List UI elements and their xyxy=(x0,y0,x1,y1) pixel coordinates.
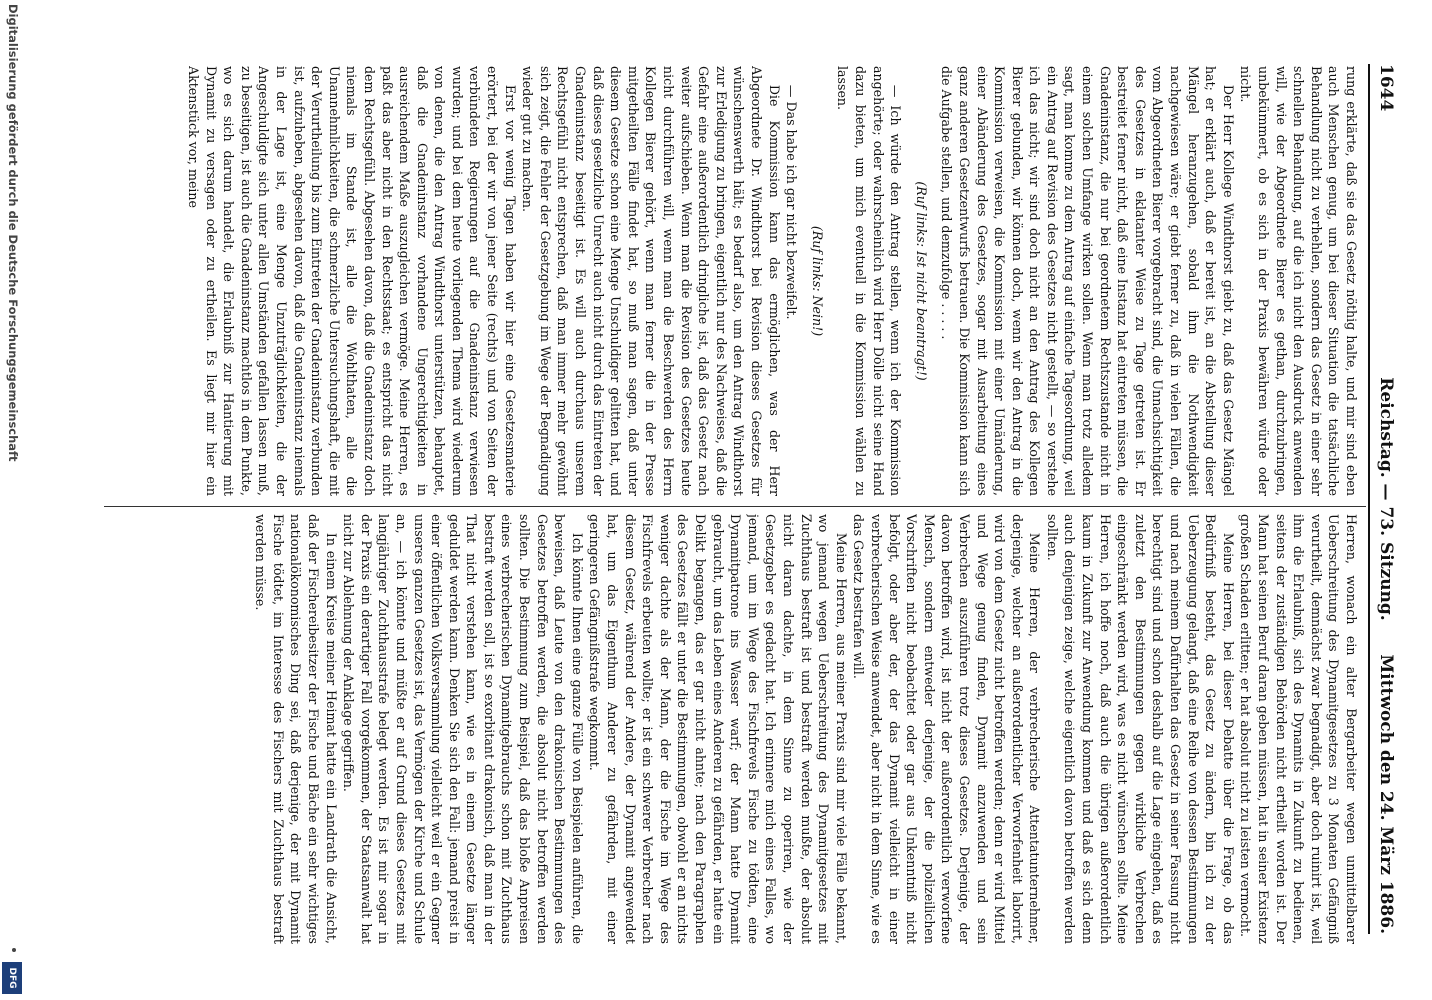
issue-date: Mittwoch den 24. März 1886. xyxy=(1376,654,1396,934)
paragraph: — Ich würde den Antrag stellen, wenn ich der Kommission angehörte; oder wahrscheinlich wird Herr Dölle nicht seine Hand dazu bieten, um mich eventuell in die Kommission wählen zu lassen. xyxy=(835,66,904,496)
page-number: 1644 xyxy=(1376,64,1396,112)
left-column xyxy=(110,66,1360,496)
running-head xyxy=(1372,64,1396,934)
interjection: (Ruf links: Ist nicht beantragt!) xyxy=(913,181,929,381)
funding-attribution: Digitalisierung gefördert durch die Deutsche Forschungsgemeinschaft xyxy=(6,4,20,462)
column-divider xyxy=(104,506,1366,507)
separator-dot xyxy=(12,948,16,952)
paragraph: Meine Herren, aus meiner Praxis sind mir viele Fälle bekannt, wo jemand wegen Ueberschreitung des Dynamitgesetzes mit Zuchthaus bestraft ist und bestraft werden mußte, der absolut nicht daran dachte, in dem Sinne zu operiren, wie der Gesetzgeber es gedacht hat. Ich erinnere mich eines Falles, wo jemand, um im Wege des Fischfrevels Fische zu tödten, eine Dynamitpatrone ins Wasser warf; der Mann hatte Dynamit gebraucht, um das Leben eines Anderen zu gefährden, er hatte ein Delikt begangen, das er gar nicht ahnte; nach den Paragraphen des Gesetzes fällt er unter die Bestimmungen, obwohl er an nichts weniger dachte als der Mann, der die Fische im Wege des Fischfrevels erbeuten wollte; er ist ein schwerer Verbrecher nach diesem Gesetz, während der Andere, der Dynamit angewendet hat, um das Eigenthum Anderer zu gefährden, mit einer geringeren Gefängnißstrafe wegkommt. xyxy=(587,514,849,944)
paragraph: rung erklärte, daß sie das Gesetz nöthig halte, und mir sind eben auch Menschen genug, um bei dieser Situation die tatsächliche Behandlung nicht zu verhehlen, sondern das Gesetz in einer sehr schnellen Behandlung, auf die ich nicht den Ausdruck anwenden will, wie der Abgeordnete Bierer es gethan, durchzubringen, unbekümmert, ob es sich in der Praxis bewähren würde oder nicht. xyxy=(1238,66,1359,496)
digitization-footer xyxy=(2,0,22,1000)
paragraph: Erst vor wenig Tagen haben wir hier eine Gesetzesmaterie erörtert, bei der wir von jener Seite (rechts) und von Seiten der verbündeten Regierungen auf die Gnadeninstanz verwiesen wurden; und bei dem heute vorliegenden Thema wird wiederum von denen, die den Antrag Windthorst unterstützen, behauptet, daß die Gnadeninstanz vorhandene Ungerechtigkeiten in ausreichendem Maße auszugleichen vermöge. Meine Herren, es paßt das aber nicht in den Rechtsstaat; es entspricht das nicht dem Rechtsgefühl. Abgesehen davon, daß die Gnadeninstanz doch niemals im Stande ist, alle die Wohlthaten, alle die Unannehmlichkeiten, die schmerzliche Untersuchungshaft, die mit der Verurtheilung bis zum Eintreten der Gnadeninstanz verbunden ist, aufzuheben, abgesehen davon, daß die Gnadeninstanz niemals in der Lage ist, eine Menge Unzuträglichkeiten, die der Angeschuldigte sich unter allen Umständen gefallen lassen muß, zu beseitigen, ist auch die Gnadeninstanz machtlos in dem Punkte, wo es sich darum handelt, die Erlaubniß zur Hantierung mit Dynamit zu versagen oder zu ertheilen. Es liegt mir hier ein Aktenstück vor, meine xyxy=(186,66,518,496)
header-rule xyxy=(1368,64,1370,934)
paragraph: — Das habe ich gar nicht bezweifelt. xyxy=(784,84,800,320)
dfg-logo-icon: DFG xyxy=(2,962,22,994)
paragraph: Der Herr Kollege Windthorst giebt zu, daß das Gesetz Mängel hat; er erklärt auch, daß er bereit ist, an die Abstellung dieser Mängel heranzugehen, sobald ihm die Nothwendigkeit nachgewiesen wäre; er giebt ferner zu, daß in vielen Fällen, die vom Abgeordneten Bierer vorgebracht sind, die Unnachsichtigkeit des Gesetzes in eklatanter Weise zu Tage getreten ist. Er bestreitet ferner nicht, daß eine Instanz hat eintreten müssen, die Gnadeninstanz, die nur bei geordnetem Rechtszustande nicht in einem solchen Umfange wirken sollen. Wenn man trotz alledem sagt, man komme zu dem Antrag auf einfache Tagesordnung, weil ein Antrag auf Revision des Gesetzes nicht gestellt, — so verstehe ich das nicht; wir sind doch nicht an den Antrag des Kollegen Bierer gebunden, wir können doch, wenn wir den Antrag in die Kommission verweisen, die Kommission mit einer Umänderung, einer Abänderung des Gesetzes, sogar mit Ausarbeitung eines ganz anderen Gesetzentwurfs betrauen. Die Kommission kann sich die Aufgabe stellen, und demzufolge . . . . . xyxy=(939,66,1236,496)
interjection: (Ruf links: Nein!) xyxy=(809,225,825,337)
paragraph: In einem Kreise meiner Heimat hatte ein Landrath die Ansicht, daß der Fischereibesitzer der Fische und Bäche ein sehr wichtiges nationalökonomisches Ding sei, daß derjenige, der mit Dynamit Fische tödtet, im Interesse des Fischers mit Zuchthaus bestraft werden müsse. xyxy=(253,514,339,944)
paragraph: Ich könnte Ihnen eine ganze Fülle von Beispielen anführen, die beweisen, daß Leute von den drakonischen Bestimmungen des Gesetzes betroffen werden, die absolut nicht betroffen werden sollten. Die Bestimmung zum Beispiel, daß das bloße Anpreisen eines verbrecherischen Dynamitgebrauchs schon mit Zuchthaus bestraft werden soll, ist so exorbitant drakonisch, daß man in der That nicht verstehen kann, wie es in einem Gesetze länger geduldet werden kann. Denken Sie sich den Fall: jemand preist in einer öffentlichen Volksversammlung vielleicht weil er ein Gegner unseres ganzen Gesetzes ist, das Vermögen der Kirche und Schule an, — ich könnte und müßte er auf Grund dieses Gesetzes mit langjähriger Zuchthausstrafe belegt werden. Es ist mir sogar in der Praxis ein derartiger Fall vorgekommen, der Staatsanwalt hat nicht zur Ablehnung der Anklage gegriffen. xyxy=(341,514,585,944)
right-column xyxy=(110,514,1360,944)
paragraph: Herren, wonach ein alter Bergarbeiter wegen unmittelbarer Ueberschreitung des Dynamitgesetzes zu 3 Monaten Gefängniß verurtheilt, demnächst zwar begnadigt, aber doch ruinirt ist, weil ihm die Erlaubniß, sich des Dynamits in Zukunft zu bedienen, seitens der zuständigen Behörden nicht ertheilt worden ist. Der Mann hat seinen Beruf daran geben müssen, hat in seiner Existenz großen Schaden erlitten; er hat absolut nicht zu leisten vermocht. xyxy=(1238,514,1359,944)
paragraph: Meine Herren, der verbrecherische Attentatunternehmer, derjenige, welcher an außerordentlicher Verworfenheit laborirt, wird von dem Gesetz nicht betroffen werden; denn er wird Mittel und Wege genug finden, Dynamit anzuwenden und sein Verbrechen auszuführen trotz dieses Gesetzes. Derjenige, der davon betroffen wird, ist nicht der außerordentlich verworfene Mensch, sondern entweder derjenige, der die polizeilichen Vorschriften nicht beobachtet oder gar aus Unkenntniß nicht befolgt, oder aber der, der das Dynamit vielleicht in einer verbrecherischen Weise anwendet, aber nicht in dem Sinne, wie es das Gesetz bestrafen will. xyxy=(851,514,1043,944)
paragraph: Die Kommission kann das ermöglichen, was der Herr Abgeordnete Dr. Windthorst bei Revision dieses Gesetzes für wünschenswerth hält; es bedarf also, um den Antrag Windthorst zur Erledigung zu bringen, eigentlich nur des Nachweises, daß die Gefahr eine außerordentlich dringliche ist, daß das Gesetz nach weiter aufschieben. Wenn man die Revision des Gesetzes heute nicht durchführen will, wenn man die Beschwerden des Herrn Kollegen Bierer gehört, wenn man ferner die in der Presse mitgetheilten Fälle findet hat, so muß man sagen, daß unter diesem Gesetze schon eine Menge Unschuldiger gelitten hat, und daß dieses gesetzliche Unrecht auch nicht durch das Eintreten der Gnadeninstanz beseitigt ist. Es will auch durchaus unserem Rechtsgefühl nicht entsprechen, daß man immer mehr gewöhnt sich zeigt, die Fehler der Gesetzgebung im Wege der Begnadigung wieder gut zu machen. xyxy=(520,66,782,496)
paragraph: Meine Herren, bei dieser Debatte über die Frage, ob das Bedürfniß besteht, das Gesetz zu ändern, bin ich zu der Ueberzeugung gelangt, daß eine Reihe von dessen Bestimmungen und nach meinem Dafürhalten das Gesetz in seiner Fassung nicht berechtigt sind und schon deshalb auf die Lage eingehen, daß es zuletzt den Bestimmungen gegen wirkliche Verbrechen eingeschränkt werden wird, was es nicht wünschen sollte. Meine Herren, ich hoffe noch, daß auch die übrigen außerordentlich kaum in Zukunft zur Anwendung kommen und daß es sich denn auch denjenigen zeige, welche eigentlich davon betroffen werden sollten. xyxy=(1044,514,1236,944)
running-title: Reichstag. — 73. Sitzung. xyxy=(1376,377,1396,621)
